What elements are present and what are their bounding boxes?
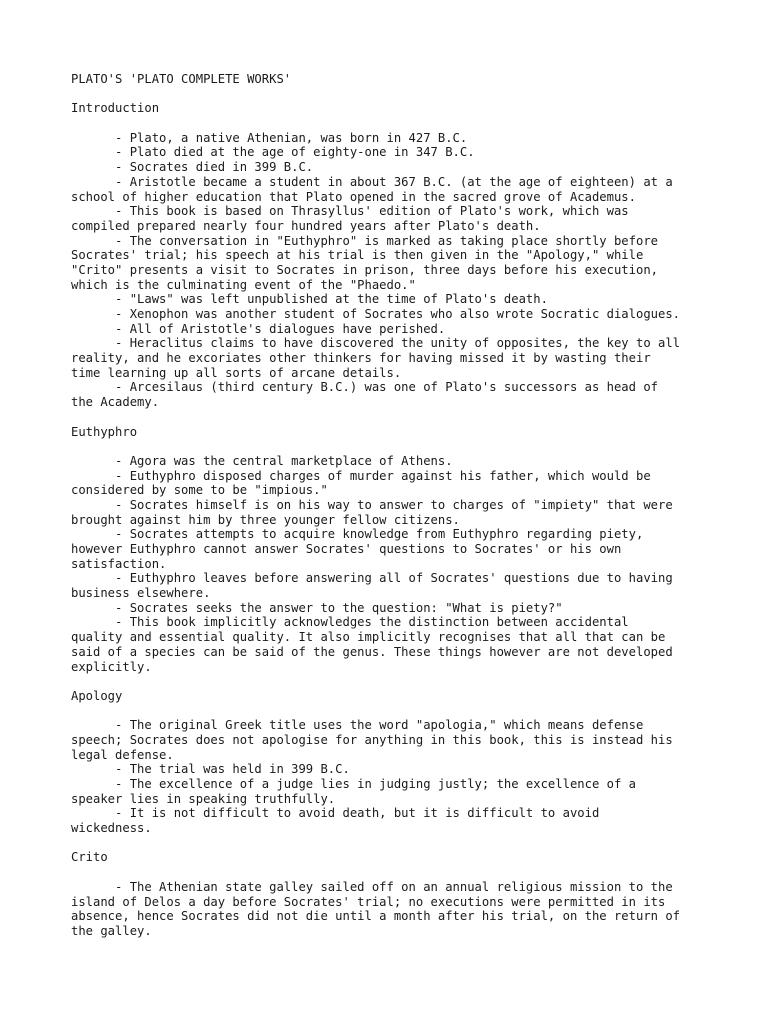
text-line: reality, and he excoriates other thinkers for having missed it by wasting their — [71, 351, 651, 366]
text-line: - Socrates died in 399 B.C. — [71, 160, 314, 175]
text-line: - Plato, a native Athenian, was born in 427 B.C. — [71, 130, 468, 145]
text-line: which is the culminating event of the "Phaedo." — [71, 277, 416, 292]
text-line: wickedness. — [71, 821, 152, 836]
text-line: - The excellence of a judge lies in judging justly; the excellence of a — [71, 777, 636, 791]
text-line: "Crito" presents a visit to Socrates in prison, three days before his execution, — [71, 262, 658, 277]
text-line: speech; Socrates does not apologise for anything in this book, this is instead his — [71, 732, 673, 747]
text-line: brought against him by three younger fellow citizens. — [71, 512, 460, 527]
section-heading: Euthyphro — [71, 424, 138, 439]
section-heading: Crito — [71, 850, 108, 865]
text-line: - Arcesilaus (third century B.C.) was one of Plato's successors as head of — [71, 380, 658, 395]
text-line: compiled prepared nearly four hundred years after Plato's death. — [71, 218, 541, 233]
text-line: absence, hence Socrates did not die until a month after his trial, on the return of — [71, 909, 681, 924]
text-line: legal defense. — [71, 747, 174, 762]
text-line: - Xenophon was another student of Socrates who also wrote Socratic dialogues. — [71, 307, 681, 321]
text-line: said of a species can be said of the genus. These things however are not developed — [71, 644, 673, 659]
text-line: - Agora was the central marketplace of Athens. — [71, 453, 453, 468]
text-line: - Socrates seeks the answer to the question: "What is piety?" — [71, 600, 563, 615]
section-apology — [71, 689, 711, 851]
section-crito — [71, 850, 711, 938]
spacer — [71, 410, 711, 425]
section-heading: Introduction — [71, 101, 160, 116]
text-line: island of Delos a day before Socrates' trial; no executions were permitted in its — [71, 894, 666, 909]
spacer — [71, 116, 711, 131]
text-line: - Plato died at the age of eighty-one in 347 B.C. — [71, 145, 475, 160]
section-euthyphro — [71, 425, 711, 689]
text-line: - Euthyphro leaves before answering all of Socrates' questions due to having — [71, 571, 673, 586]
text-line: explicitly. — [71, 659, 152, 674]
text-line: - The conversation in "Euthyphro" is marked as taking place shortly before — [71, 233, 658, 248]
text-line: quality and essential quality. It also implicitly recognises that all that can be — [71, 630, 666, 645]
text-line: - Euthyphro disposed charges of murder against his father, which would be — [71, 468, 651, 483]
spacer — [71, 439, 711, 454]
text-line: satisfaction. — [71, 556, 167, 571]
spacer — [71, 836, 711, 851]
spacer — [71, 865, 711, 880]
text-line: - This book is based on Thrasyllus' edition of Plato's work, which was — [71, 204, 629, 219]
text-line: - Heraclitus claims to have discovered the unity of opposites, the key to all — [71, 336, 681, 351]
text-line: - The trial was held in 399 B.C. — [71, 762, 350, 777]
text-line: - All of Aristotle's dialogues have perished. — [71, 321, 446, 336]
text-line: - "Laws" was left unpublished at the time of Plato's death. — [71, 292, 548, 307]
text-line: - The original Greek title uses the word "apologia," which means defense — [71, 718, 644, 733]
text-line: school of higher education that Plato opened in the sacred grove of Academus. — [71, 189, 636, 204]
text-line: time learning up all sorts of arcane details. — [71, 365, 402, 380]
document-body — [71, 72, 711, 939]
text-line: the Academy. — [71, 395, 160, 410]
text-line: - It is not difficult to avoid death, but it is difficult to avoid — [71, 806, 600, 821]
text-line: - Aristotle became a student in about 367 B.C. (at the age of eighteen) at a — [71, 174, 673, 189]
text-line: - Socrates attempts to acquire knowledge from Euthyphro regarding piety, — [71, 527, 644, 542]
text-line: business elsewhere. — [71, 586, 211, 601]
text-line: considered by some to be "impious." — [71, 483, 328, 498]
spacer — [71, 704, 711, 719]
section-introduction — [71, 101, 711, 424]
text-line: Socrates' trial; his speech at his trial is then given in the "Apology," while — [71, 248, 644, 263]
spacer — [71, 87, 711, 102]
text-line: - Socrates himself is on his way to answer to charges of "impiety" that were — [71, 497, 673, 512]
document-title: PLATO'S 'PLATO COMPLETE WORKS' — [71, 72, 292, 86]
text-line: - The Athenian state galley sailed off on an annual religious mission to the — [71, 879, 673, 894]
spacer — [71, 674, 711, 689]
text-line: speaker lies in speaking truthfully. — [71, 791, 336, 806]
text-line: - This book implicitly acknowledges the distinction between accidental — [71, 615, 629, 630]
text-line: however Euthyphro cannot answer Socrates' questions to Socrates' or his own — [71, 542, 622, 556]
text-line: the galley. — [71, 923, 152, 938]
section-heading: Apology — [71, 688, 123, 703]
